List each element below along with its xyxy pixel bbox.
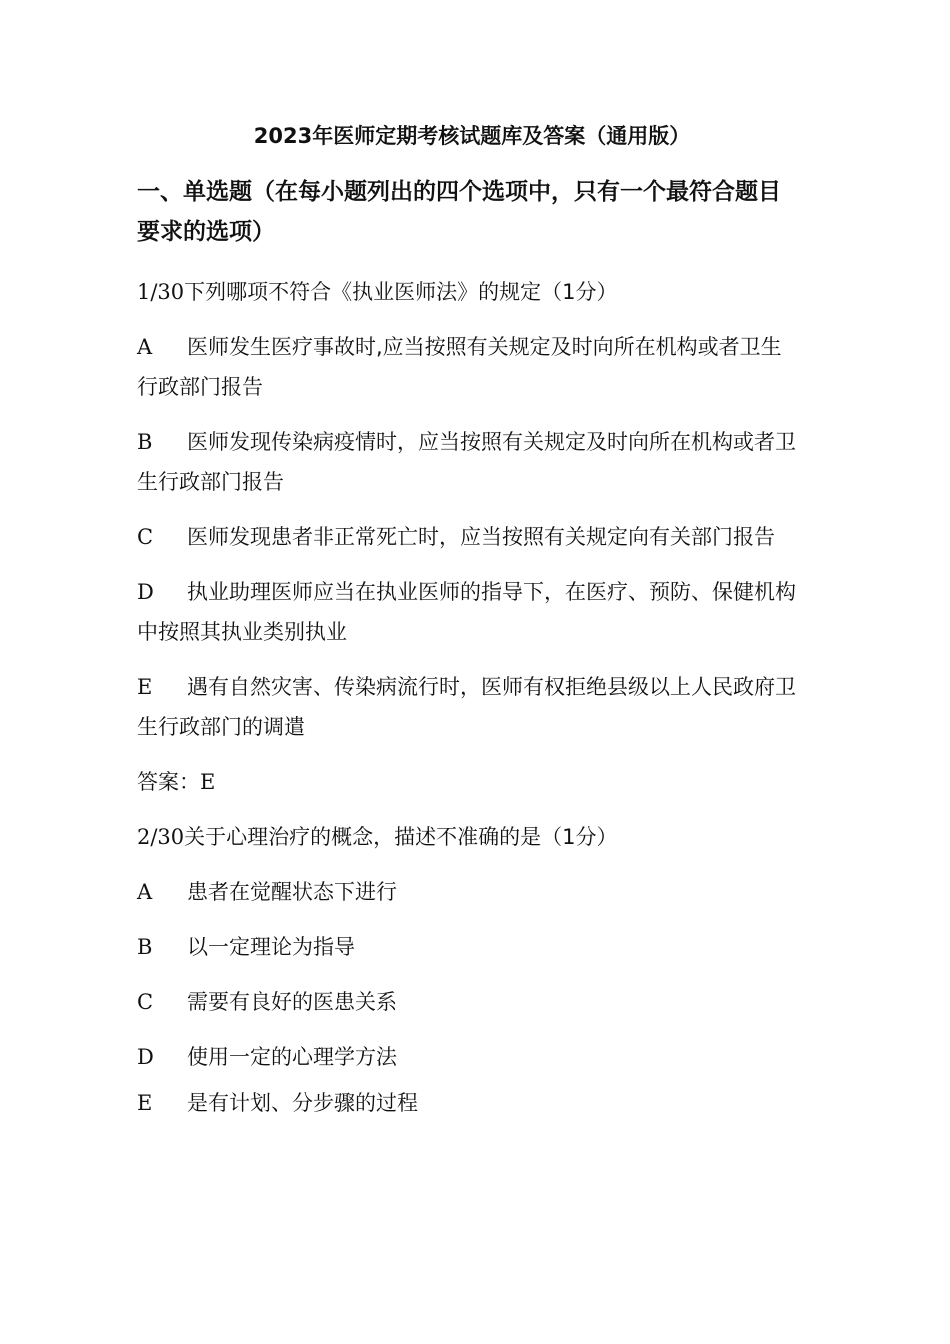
option-e xyxy=(137,667,797,747)
answer-value: E xyxy=(200,770,216,794)
option-b xyxy=(137,422,797,502)
option-text: 执业助理医师应当在执业医师的指导下，在医疗、预防、保健机构中按照其执业类别执业 xyxy=(137,580,796,644)
question-number: 1/30 xyxy=(137,280,185,304)
option-letter: A xyxy=(137,335,153,359)
question-text: 下列哪项不符合《执业医师法》的规定（1分） xyxy=(184,280,618,304)
option-c xyxy=(137,982,797,1022)
option-letter: C xyxy=(137,525,154,549)
option-text: 需要有良好的医患关系 xyxy=(187,990,397,1014)
option-text: 是有计划、分步骤的过程 xyxy=(187,1091,418,1115)
option-text: 遇有自然灾害、传染病流行时，医师有权拒绝县级以上人民政府卫生行政部门的调遣 xyxy=(137,675,796,739)
option-e xyxy=(137,1083,797,1123)
option-text: 使用一定的心理学方法 xyxy=(187,1045,397,1069)
question-stem xyxy=(137,272,797,312)
option-text: 医师发现传染病疫情时，应当按照有关规定及时向所在机构或者卫生行政部门报告 xyxy=(137,430,796,494)
option-letter: E xyxy=(137,675,153,699)
answer-line xyxy=(137,762,797,802)
option-letter: D xyxy=(137,580,154,604)
option-text: 以一定理论为指导 xyxy=(187,935,355,959)
document-page xyxy=(137,120,797,1138)
option-text: 患者在觉醒状态下进行 xyxy=(187,880,397,904)
option-letter: C xyxy=(137,990,154,1014)
document-title: 2023年医师定期考核试题库及答案（通用版） xyxy=(253,124,691,148)
question-1 xyxy=(137,272,797,802)
option-a xyxy=(137,872,797,912)
option-b xyxy=(137,927,797,967)
option-d xyxy=(137,572,797,652)
option-letter: A xyxy=(137,880,153,904)
option-c xyxy=(137,517,797,557)
option-text: 医师发生医疗事故时,应当按照有关规定及时向所在机构或者卫生行政部门报告 xyxy=(137,335,782,399)
question-stem xyxy=(137,817,797,857)
option-text: 医师发现患者非正常死亡时，应当按照有关规定向有关部门报告 xyxy=(187,525,775,549)
option-letter: D xyxy=(137,1045,154,1069)
question-text: 关于心理治疗的概念，描述不准确的是（1分） xyxy=(184,825,618,849)
option-a xyxy=(137,327,797,407)
option-d xyxy=(137,1037,797,1077)
section-heading: 一、单选题（在每小题列出的四个选项中，只有一个最符合题目要求的选项） xyxy=(137,179,781,245)
question-number: 2/30 xyxy=(137,825,185,849)
question-2 xyxy=(137,817,797,1123)
option-letter: E xyxy=(137,1091,153,1115)
option-letter: B xyxy=(137,935,153,959)
option-letter: B xyxy=(137,430,153,454)
answer-label: 答案： xyxy=(137,770,200,794)
